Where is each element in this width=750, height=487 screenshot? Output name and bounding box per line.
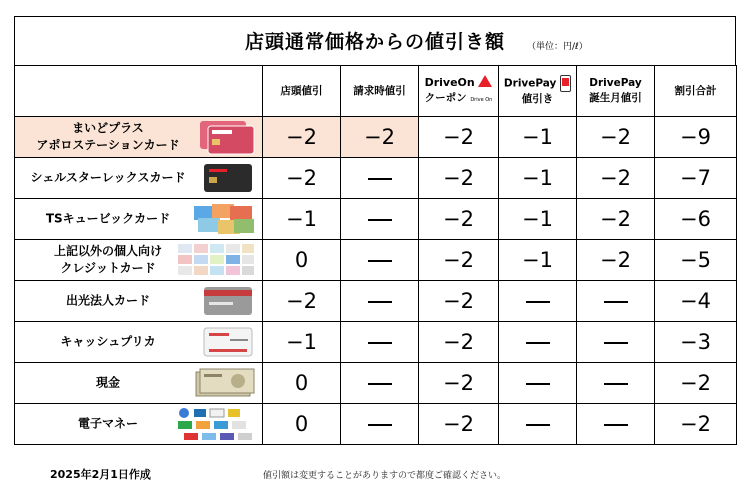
total-cell: −9 — [655, 117, 737, 158]
dash-mark — [368, 260, 392, 262]
idemitsu-corporate-card-image — [200, 284, 256, 318]
header-billing-discount: 請求時値引 — [341, 66, 419, 117]
driveon-cell: −2 — [419, 404, 499, 445]
drivepay-cell: −1 — [499, 158, 577, 199]
dash-mark — [526, 424, 550, 426]
row-label — [15, 158, 263, 199]
disclaimer-note: 値引額は変更することがありますので都度ご確認ください。 — [263, 471, 507, 481]
driveon-coupon-label: クーポン — [424, 91, 467, 104]
billing-discount-cell: −2 — [341, 117, 419, 158]
ts-cubic-cards-image — [192, 202, 256, 236]
emoney-logos-image — [176, 406, 256, 442]
row-label-line2: アポロステーションカード — [36, 138, 180, 152]
store-discount-cell: 0 — [263, 363, 341, 404]
birthday-cell: −2 — [577, 240, 655, 281]
table-row — [15, 158, 737, 199]
drivepay-cell — [499, 322, 577, 363]
header-payment-method — [15, 66, 263, 117]
table-row — [15, 363, 737, 404]
billing-discount-cell — [341, 322, 419, 363]
dash-mark — [368, 219, 392, 221]
birthday-cell — [577, 363, 655, 404]
row-label-line1: TSキュービックカード — [45, 211, 171, 226]
store-discount-cell: 0 — [263, 240, 341, 281]
table-row — [15, 199, 737, 240]
billing-discount-cell — [341, 158, 419, 199]
drivepay-cell — [499, 363, 577, 404]
created-date: 2025年2月1日作成 — [50, 468, 151, 481]
apollo-card-image — [198, 119, 256, 155]
driveon-cell: −2 — [419, 117, 499, 158]
discount-table — [14, 65, 737, 445]
total-cell: −4 — [655, 281, 737, 322]
total-cell: −6 — [655, 199, 737, 240]
row-label-line1: シェルスターレックスカード — [30, 170, 186, 185]
birthday-cell — [577, 404, 655, 445]
store-discount-cell: −1 — [263, 322, 341, 363]
row-label — [15, 199, 263, 240]
dash-mark — [526, 342, 550, 344]
billing-discount-cell — [341, 404, 419, 445]
store-discount-cell: −1 — [263, 199, 341, 240]
row-label-line2: クレジットカード — [60, 261, 156, 275]
total-cell: −2 — [655, 363, 737, 404]
dash-mark — [368, 178, 392, 180]
drivepay-cell — [499, 404, 577, 445]
birthday-cell: −2 — [577, 199, 655, 240]
dash-mark — [368, 383, 392, 385]
table-row — [15, 281, 737, 322]
store-discount-cell: 0 — [263, 404, 341, 445]
page-title: 店頭通常価格からの値引き額 — [244, 31, 505, 53]
row-label — [15, 240, 263, 281]
drivepay-cell: −1 — [499, 117, 577, 158]
row-label — [15, 117, 263, 158]
row-label-line1: 出光法人カード — [65, 293, 150, 308]
driveon-logo-text: DriveOn — [424, 75, 475, 89]
dash-mark — [604, 383, 628, 385]
store-discount-cell: −2 — [263, 158, 341, 199]
total-cell: −3 — [655, 322, 737, 363]
billing-discount-cell — [341, 199, 419, 240]
unit-label: （単位：円/ℓ） — [527, 42, 588, 52]
total-cell: −5 — [655, 240, 737, 281]
credit-card-brands-image — [176, 242, 256, 278]
row-label-line1: まいどプラス — [72, 121, 144, 135]
drivepay-cell: −1 — [499, 240, 577, 281]
row-label — [15, 281, 263, 322]
dash-mark — [368, 424, 392, 426]
price-table-frame — [14, 16, 738, 455]
header-drivepay-discount — [499, 66, 577, 117]
table-row — [15, 404, 737, 445]
dash-mark — [604, 342, 628, 344]
header-total-discount: 割引合計 — [655, 66, 737, 117]
drivepay-cell: −1 — [499, 199, 577, 240]
table-row — [15, 322, 737, 363]
header-driveon-coupon — [419, 66, 499, 117]
cash-banknotes-image — [194, 366, 256, 400]
driveon-cell: −2 — [419, 158, 499, 199]
driveon-cell: −2 — [419, 363, 499, 404]
total-cell: −2 — [655, 404, 737, 445]
billing-discount-cell — [341, 240, 419, 281]
birthday-label-top: DrivePay — [589, 77, 642, 89]
title-row — [14, 16, 736, 66]
row-label — [15, 322, 263, 363]
billing-discount-cell — [341, 363, 419, 404]
drivepay-phone-icon — [560, 75, 571, 92]
drivepay-label-top: DrivePay — [503, 77, 557, 90]
driveon-cell: −2 — [419, 322, 499, 363]
dash-mark — [526, 301, 550, 303]
row-label-line1: 上記以外の個人向け — [53, 244, 162, 258]
store-discount-cell: −2 — [263, 117, 341, 158]
birthday-cell: −2 — [577, 158, 655, 199]
driveon-triangle-icon — [478, 75, 492, 87]
dash-mark — [604, 301, 628, 303]
billing-discount-cell — [341, 281, 419, 322]
row-label-line1: 現金 — [95, 375, 120, 390]
row-label-line1: 電子マネー — [77, 416, 138, 431]
store-discount-cell: −2 — [263, 281, 341, 322]
dash-mark — [368, 342, 392, 344]
dash-mark — [526, 383, 550, 385]
table-row — [15, 117, 737, 158]
birthday-cell — [577, 281, 655, 322]
dash-mark — [368, 301, 392, 303]
birthday-cell — [577, 322, 655, 363]
driveon-logo-small: Drive On — [470, 96, 493, 103]
header-drivepay-birthday — [577, 66, 655, 117]
row-label — [15, 363, 263, 404]
shell-card-image — [200, 161, 256, 195]
row-label — [15, 404, 263, 445]
dash-mark — [604, 424, 628, 426]
row-label-line1: キャッシュプリカ — [60, 334, 156, 349]
header-store-discount: 店頭値引 — [263, 66, 341, 117]
driveon-cell: −2 — [419, 240, 499, 281]
drivepay-cell — [499, 281, 577, 322]
total-cell: −7 — [655, 158, 737, 199]
birthday-label-bottom: 誕生月値引 — [589, 92, 642, 104]
driveon-cell: −2 — [419, 199, 499, 240]
cash-prica-card-image — [200, 325, 256, 359]
header-row — [15, 66, 737, 117]
birthday-cell: −2 — [577, 117, 655, 158]
table-row — [15, 240, 737, 281]
drivepay-label-bottom: 値引き — [521, 93, 554, 105]
driveon-cell: −2 — [419, 281, 499, 322]
